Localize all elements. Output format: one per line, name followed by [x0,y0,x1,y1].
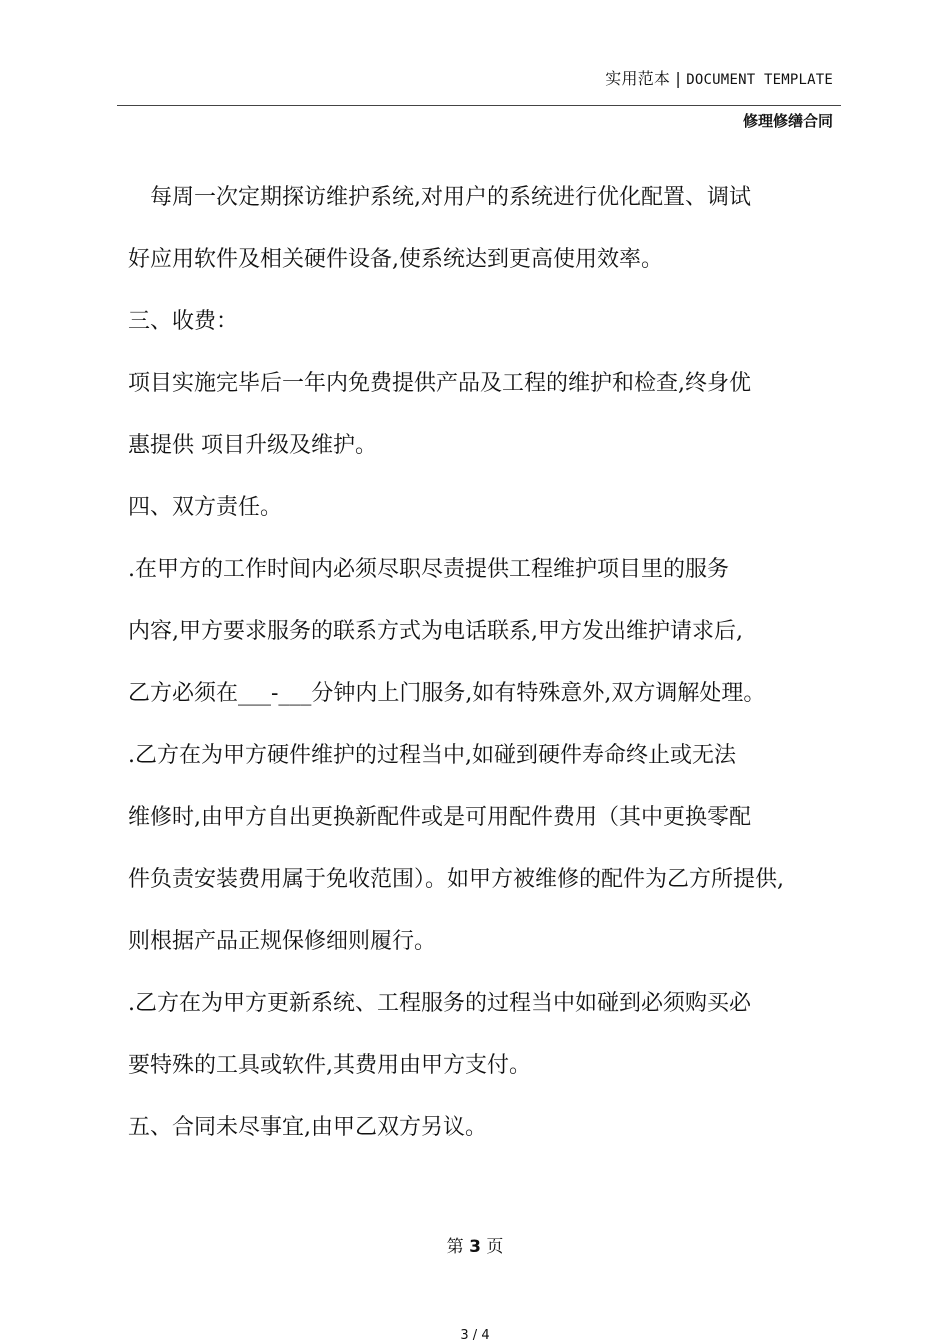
page-number: 3 [469,1237,481,1257]
body-line: 惠提供 项目升级及维护。 [128,433,377,458]
body-line: 要特殊的工具或软件,其费用由甲方支付。 [128,1053,531,1078]
body-line: 项目实施完毕后一年内免费提供产品及工程的维护和检查,终身优 [128,371,751,396]
page-suffix: 页 [486,1237,504,1257]
document-title: 修理修缮合同 [742,112,833,130]
section-heading-fees: 三、收费： [128,309,239,334]
header-brand [605,66,833,89]
body-line: 乙方必须在___-___分钟内上门服务,如有特殊意外,双方调解处理。 [128,681,766,706]
body-line: .乙方在为甲方硬件维护的过程当中,如碰到硬件寿命终止或无法 [128,743,736,768]
section-heading-responsibilities: 四、双方责任。 [128,495,283,520]
body-line: 则根据产品正规保修细则履行。 [128,929,437,954]
body-line: 好应用软件及相关硬件设备,使系统达到更高使用效率。 [128,247,663,272]
body-line: 内容,甲方要求服务的联系方式为电话联系,甲方发出维护请求后, [128,619,743,644]
page-count: 3 / 4 [460,1328,490,1343]
header-brand-cn: 实用范本 [605,69,671,88]
body-line: .在甲方的工作时间内必须尽职尽责提供工程维护项目里的服务 [128,557,729,582]
body-line: 件负责安装费用属于免收范围）。如甲方被维修的配件为乙方所提供, [128,867,784,892]
header-brand-en: DOCUMENT TEMPLATE [686,72,833,88]
page-prefix: 第 [446,1237,464,1257]
section-heading-misc: 五、合同未尽事宜,由甲乙双方另议。 [128,1115,487,1140]
body-line: 每周一次定期探访维护系统,对用户的系统进行优化配置、调试 [128,185,751,210]
body-line: 维修时,由甲方自出更换新配件或是可用配件费用（其中更换零配 [128,805,751,830]
page-number-footer [0,1232,950,1257]
body-line: .乙方在为甲方更新系统、工程服务的过程当中如碰到必须购买必 [128,991,751,1016]
header-divider [117,105,841,106]
header-separator: | [675,69,681,88]
